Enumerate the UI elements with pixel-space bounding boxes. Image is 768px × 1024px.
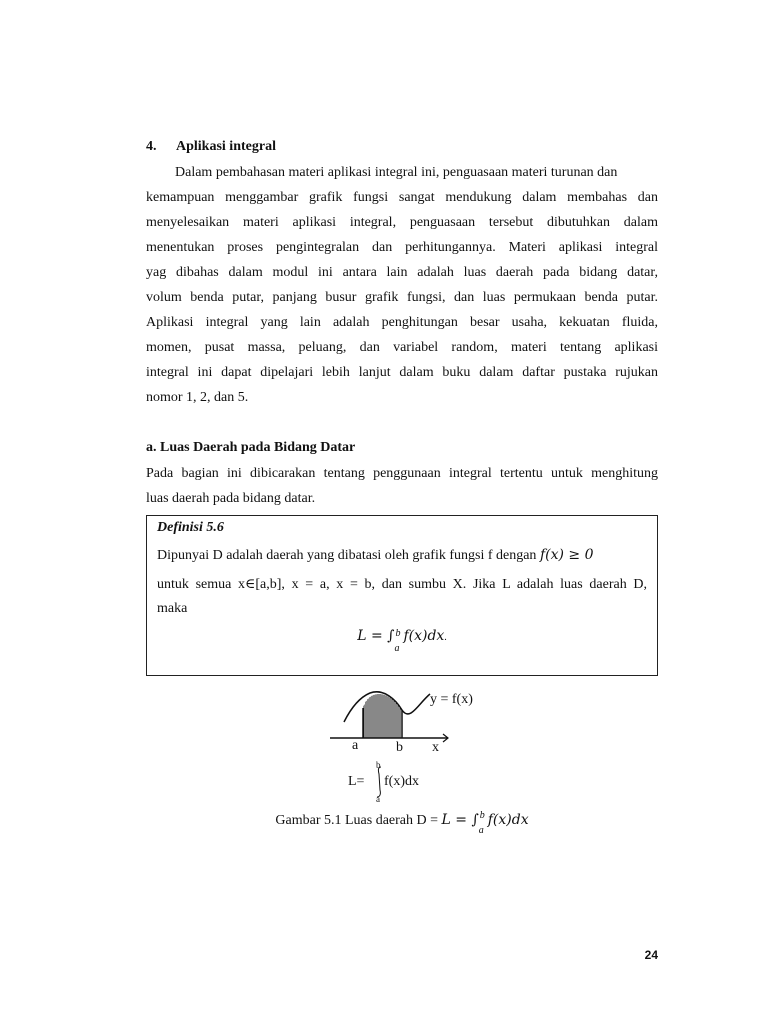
- upper-limit: b: [395, 627, 401, 639]
- area-figure: [330, 680, 510, 808]
- figure-caption: [146, 809, 658, 836]
- paragraph-line: momen, pusat massa, peluang, dan variabel random, materi tentang aplikasi: [146, 340, 658, 355]
- curve-label: y = f(x): [430, 692, 473, 707]
- label-x: x: [432, 740, 439, 755]
- formula-lhs: L = ∫: [357, 628, 395, 644]
- paragraph-line: luas daerah pada bidang datar.: [146, 491, 316, 506]
- caption-lower-limit: a: [478, 824, 484, 836]
- paragraph-line: nomor 1, 2, dan 5.: [146, 390, 249, 405]
- caption-math-rhs: f(x)dx: [487, 812, 529, 828]
- definition-formula: [147, 624, 657, 654]
- definition-line: maka: [157, 601, 188, 616]
- caption-integral-limits: [478, 809, 488, 836]
- shaded-region: [363, 680, 403, 738]
- paragraph-line: volum benda putar, panjang busur grafik fungsi, dan luas permukaan benda putar.: [146, 290, 658, 305]
- paragraph-line: yag dibahas dalam modul ini antara lain adalah luas daerah pada bidang datar,: [146, 265, 658, 280]
- paragraph-line: Pada bagian ini dibicarakan tentang penggunaan integral tertentu untuk menghitung: [146, 466, 658, 481]
- figure-lower-limit: a: [376, 794, 380, 804]
- formula-period: .: [444, 632, 447, 643]
- caption-math-lhs: L = ∫: [441, 812, 479, 828]
- label-b: b: [396, 740, 403, 755]
- integral-sign: [377, 767, 381, 797]
- caption-upper-limit: b: [479, 809, 485, 821]
- lower-limit: a: [394, 642, 400, 654]
- paragraph-line: Aplikasi integral yang lain adalah penghitungan besar usaha, kekuatan fluida,: [146, 315, 658, 330]
- caption-text: Gambar 5.1 Luas daerah D =: [275, 813, 439, 828]
- section-heading: [146, 137, 276, 157]
- subsection-heading: a. Luas Daerah pada Bidang Datar: [146, 440, 356, 455]
- label-a: a: [352, 738, 359, 753]
- definition-math: f(x) ≥ 0: [539, 547, 594, 563]
- subsection-paragraph: [146, 461, 658, 511]
- definition-line: untuk semua x∈[a,b], x = a, x = b, dan sumbu X. Jika L adalah luas daerah D,: [157, 577, 647, 592]
- paragraph-line: menyelesaikan materi aplikasi integral, penguasaan tersebut dibutuhkan dalam: [146, 215, 658, 230]
- section-paragraph: [146, 160, 658, 410]
- paragraph-line: kemampuan menggambar grafik fungsi sangat mendukung dalam membahas dan: [146, 190, 658, 205]
- definition-box: [146, 515, 658, 676]
- section-number: 4.: [146, 139, 157, 154]
- page-number: 24: [644, 948, 658, 962]
- definition-text: Dipunyai D adalah daerah yang dibatasi oleh grafik fungsi f dengan: [157, 548, 537, 563]
- paragraph-line: menentukan proses pengintegralan dan perhitungannya. Materi aplikasi integral: [146, 240, 658, 255]
- figure-upper-limit: b: [376, 760, 381, 770]
- section-title: Aplikasi integral: [176, 139, 276, 154]
- definition-title: Definisi 5.6: [157, 520, 224, 535]
- paragraph-line: integral ini dapat dipelajari lebih lanjut dalam buku dalam daftar pustaka rujukan: [146, 365, 658, 380]
- paragraph-line: Dalam pembahasan materi aplikasi integral ini, penguasaan materi turunan dan: [175, 165, 618, 180]
- figure-formula-body: f(x)dx: [384, 774, 419, 789]
- formula-rhs: f(x)dx: [403, 628, 445, 644]
- definition-line: [157, 543, 647, 568]
- figure-formula-lhs: L=: [348, 774, 365, 789]
- integral-limits: [394, 627, 403, 654]
